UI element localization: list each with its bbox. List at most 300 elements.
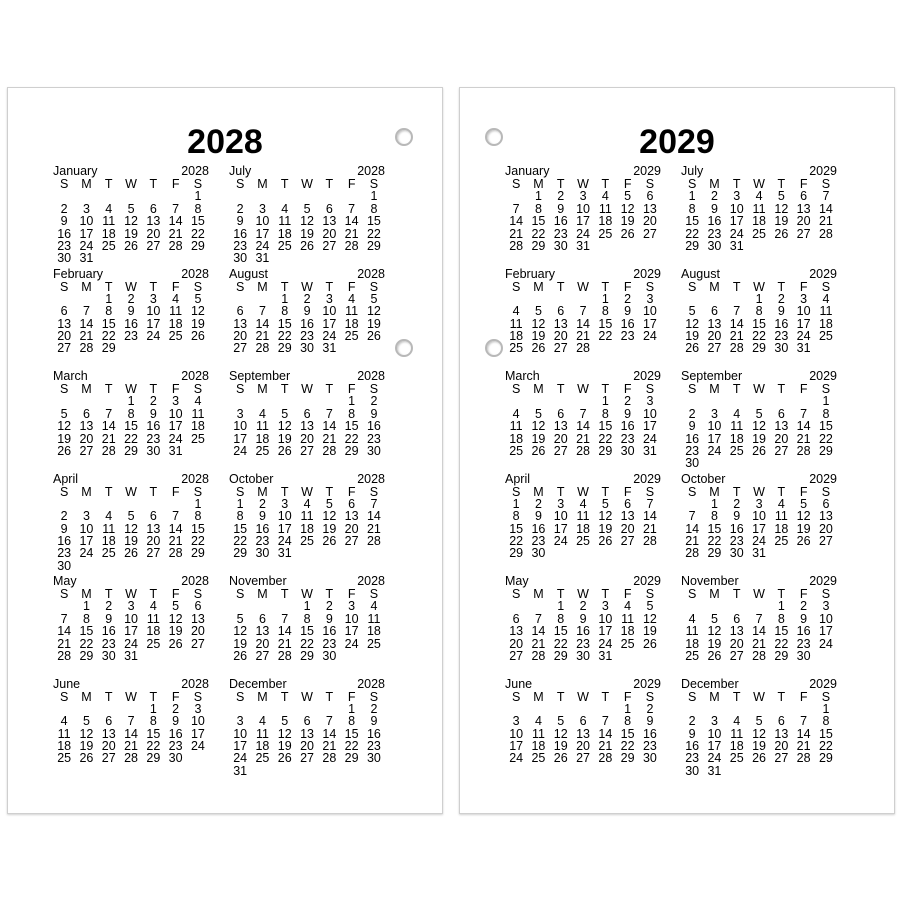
day-cell: 10 <box>168 406 183 421</box>
week-row <box>53 445 209 457</box>
day-cell <box>792 457 814 469</box>
day-cell: 15 <box>300 624 314 639</box>
day-cell: 14 <box>168 214 183 229</box>
day-cell: 3 <box>236 406 244 421</box>
day-cell: 13 <box>818 509 833 524</box>
day-cell: 27 <box>344 534 359 549</box>
month-name: May <box>505 574 529 588</box>
day-cell: 7 <box>105 406 113 421</box>
weekday-header-row <box>505 691 661 703</box>
day-cell: 8 <box>348 406 356 421</box>
weekday-label: W <box>753 177 765 191</box>
day-cell: 2 <box>127 291 135 306</box>
day-cell: 2 <box>688 406 696 421</box>
weekday-label: M <box>257 689 268 704</box>
day-cell: 27 <box>553 443 568 458</box>
day-cell: 10 <box>79 214 94 229</box>
day-cell: 27 <box>796 226 811 241</box>
day-cell: 17 <box>598 624 613 639</box>
week-row <box>681 190 837 202</box>
day-cell: 17 <box>796 316 811 331</box>
day-cell: 12 <box>752 726 766 741</box>
weekday-label: F <box>799 382 808 396</box>
weekday-label: S <box>645 382 655 396</box>
day-cell <box>164 650 186 662</box>
week-row <box>229 600 385 612</box>
day-cell: 28 <box>818 226 833 241</box>
day-cell: 3 <box>822 599 830 614</box>
day-cell: 30 <box>168 751 183 766</box>
day-cell: 6 <box>149 509 157 524</box>
day-cell: 19 <box>752 739 766 754</box>
day-cell: 5 <box>601 496 609 511</box>
day-cell <box>505 600 527 612</box>
week-row <box>229 765 385 777</box>
weekday-header-row <box>53 178 209 190</box>
day-cell: 15 <box>101 316 116 331</box>
day-cell: 15 <box>79 624 94 639</box>
month-year: 2029 <box>809 471 837 486</box>
day-cell: 18 <box>101 534 116 549</box>
weekday-label: F <box>171 279 180 294</box>
day-cell <box>505 395 527 407</box>
day-cell: 14 <box>531 624 546 639</box>
day-cell: 18 <box>598 214 613 229</box>
day-cell: 14 <box>277 624 292 639</box>
month-year: 2028 <box>357 266 385 281</box>
day-cell: 7 <box>646 496 654 511</box>
day-cell: 6 <box>777 714 785 729</box>
day-cell: 28 <box>642 534 657 549</box>
day-cell: 29 <box>553 648 568 663</box>
day-cell: 28 <box>752 648 766 663</box>
day-cell: 23 <box>685 751 700 766</box>
day-cell: 30 <box>146 443 161 458</box>
day-cell: 20 <box>101 739 116 754</box>
day-cell: 9 <box>370 406 378 421</box>
month-year: 2029 <box>633 471 661 486</box>
day-cell: 27 <box>774 751 789 766</box>
day-cell: 28 <box>598 751 613 766</box>
weekday-label: F <box>799 587 808 601</box>
day-cell: 28 <box>101 443 116 458</box>
month-year: 2029 <box>633 164 661 178</box>
month-name: March <box>53 369 88 383</box>
month-name: February <box>53 266 104 281</box>
day-cell: 30 <box>796 648 811 663</box>
day-cell: 3 <box>172 394 180 409</box>
weekday-label: T <box>732 689 741 704</box>
day-cell: 19 <box>553 739 568 754</box>
day-cell: 3 <box>194 701 202 716</box>
day-cell: 6 <box>646 189 654 204</box>
day-cell: 12 <box>531 419 546 434</box>
week-row <box>505 625 661 637</box>
weekday-label: S <box>59 382 69 396</box>
weekday-label: T <box>325 689 334 704</box>
month-block <box>681 575 837 678</box>
day-cell: 29 <box>818 443 833 458</box>
week-row <box>53 190 209 202</box>
day-cell: 24 <box>818 636 833 651</box>
day-cell: 2 <box>557 189 565 204</box>
day-cell: 9 <box>127 304 135 319</box>
day-cell: 28 <box>576 443 590 458</box>
day-cell: 13 <box>707 316 722 331</box>
day-cell: 26 <box>277 751 292 766</box>
month-block <box>681 473 837 576</box>
day-cell: 27 <box>101 751 116 766</box>
day-cell <box>274 252 296 264</box>
day-cell: 24 <box>642 431 657 446</box>
day-cell: 30 <box>729 546 744 561</box>
day-cell <box>572 395 594 407</box>
month-year: 2028 <box>181 266 209 281</box>
day-cell: 3 <box>348 599 356 614</box>
weekday-label: S <box>511 587 521 601</box>
day-cell: 5 <box>624 189 632 204</box>
day-cell: 26 <box>79 751 94 766</box>
day-cell: 11 <box>300 509 314 524</box>
weekday-label: S <box>821 689 831 704</box>
day-cell: 9 <box>624 304 632 319</box>
day-cell: 5 <box>777 189 785 204</box>
week-row <box>505 445 661 457</box>
day-cell: 20 <box>322 226 337 241</box>
day-cell: 31 <box>168 443 183 458</box>
day-cell <box>142 252 164 264</box>
day-cell: 4 <box>534 714 542 729</box>
day-cell: 10 <box>642 304 657 319</box>
day-cell: 5 <box>710 611 718 626</box>
binder-hole-icon <box>395 128 413 146</box>
day-cell: 6 <box>579 714 587 729</box>
day-cell: 13 <box>553 419 568 434</box>
day-cell: 16 <box>620 419 635 434</box>
day-cell: 9 <box>733 509 741 524</box>
day-cell: 14 <box>344 214 359 229</box>
week-row <box>505 715 661 727</box>
day-cell: 10 <box>707 726 722 741</box>
day-cell: 14 <box>322 419 337 434</box>
weekday-label: F <box>171 484 180 499</box>
day-cell: 17 <box>344 624 359 639</box>
weekday-label: S <box>511 177 521 191</box>
weekday-label: W <box>753 689 765 704</box>
day-cell: 17 <box>79 226 94 241</box>
day-cell: 6 <box>800 189 808 204</box>
week-row <box>681 420 837 432</box>
day-cell: 19 <box>796 521 811 536</box>
day-cell: 7 <box>325 406 333 421</box>
weekday-label: F <box>171 382 180 396</box>
month-block <box>505 165 661 268</box>
weekday-label: S <box>369 279 379 294</box>
day-cell: 25 <box>576 534 590 549</box>
day-cell: 3 <box>82 201 90 216</box>
weekday-label: M <box>81 587 92 601</box>
month-header <box>229 678 385 691</box>
week-row <box>53 752 209 764</box>
day-cell: 6 <box>258 611 266 626</box>
day-cell: 1 <box>822 394 830 409</box>
weekday-label: S <box>369 689 379 704</box>
weekday-label: M <box>709 484 720 499</box>
weekday-label: S <box>59 177 69 191</box>
day-cell: 22 <box>598 329 613 344</box>
day-cell <box>274 395 296 407</box>
month-name: July <box>681 164 704 178</box>
day-cell: 16 <box>366 419 381 434</box>
week-row <box>229 420 385 432</box>
day-cell: 15 <box>344 726 359 741</box>
day-cell: 3 <box>646 291 654 306</box>
weekday-label: M <box>709 177 720 191</box>
day-cell: 18 <box>509 431 524 446</box>
day-cell: 17 <box>190 726 205 741</box>
month-header <box>53 678 209 691</box>
day-cell: 20 <box>553 431 568 446</box>
day-cell: 24 <box>729 226 744 241</box>
day-cell: 17 <box>277 521 292 536</box>
day-cell: 14 <box>57 624 72 639</box>
weekday-label: W <box>753 279 765 294</box>
day-cell: 17 <box>146 316 161 331</box>
day-cell: 21 <box>322 739 337 754</box>
day-cell: 3 <box>710 406 718 421</box>
weekday-header-row <box>53 691 209 703</box>
day-cell <box>616 240 638 252</box>
day-cell: 8 <box>149 714 157 729</box>
day-cell: 14 <box>168 521 183 536</box>
weekday-label: T <box>732 484 741 499</box>
day-cell: 1 <box>601 394 609 409</box>
day-cell: 30 <box>233 251 248 266</box>
weekday-label: T <box>280 382 289 396</box>
weekday-label: S <box>645 484 655 499</box>
week-row <box>681 600 837 612</box>
month-header <box>53 268 209 281</box>
week-row <box>505 395 661 407</box>
weekday-label: T <box>601 484 610 499</box>
day-cell: 29 <box>233 546 248 561</box>
day-cell: 16 <box>101 624 116 639</box>
day-cell: 31 <box>598 648 613 663</box>
month-name: October <box>229 471 274 486</box>
day-cell: 4 <box>777 496 785 511</box>
month-year: 2028 <box>181 164 209 178</box>
day-cell: 24 <box>255 238 270 253</box>
day-cell: 20 <box>729 636 744 651</box>
day-cell: 26 <box>685 341 700 356</box>
day-cell: 28 <box>168 238 183 253</box>
day-cell: 14 <box>101 419 116 434</box>
day-cell: 23 <box>729 534 744 549</box>
year-title: 2029 <box>639 123 715 161</box>
week-row <box>505 305 661 317</box>
day-cell: 13 <box>101 726 116 741</box>
day-cell: 20 <box>642 214 657 229</box>
day-cell: 9 <box>236 214 244 229</box>
day-cell: 4 <box>601 189 609 204</box>
day-cell: 5 <box>370 291 378 306</box>
day-cell: 29 <box>79 648 94 663</box>
day-cell <box>748 240 770 252</box>
day-cell: 24 <box>707 751 722 766</box>
day-cell <box>770 240 792 252</box>
day-cell: 29 <box>620 751 635 766</box>
day-cell: 25 <box>729 443 744 458</box>
day-cell: 1 <box>105 291 113 306</box>
day-cell: 15 <box>752 316 766 331</box>
month-year: 2029 <box>809 369 837 383</box>
day-cell: 10 <box>233 726 248 741</box>
day-cell: 3 <box>557 496 565 511</box>
day-cell: 16 <box>774 316 789 331</box>
day-cell: 10 <box>79 521 94 536</box>
weekday-label: F <box>347 689 356 704</box>
weekday-label: T <box>556 382 565 396</box>
day-cell: 8 <box>82 611 90 626</box>
month-name: November <box>681 574 739 588</box>
day-cell: 23 <box>124 329 138 344</box>
day-cell: 3 <box>258 201 266 216</box>
day-cell: 3 <box>82 509 90 524</box>
day-cell <box>98 190 120 202</box>
day-cell: 30 <box>57 251 72 266</box>
day-cell: 8 <box>194 201 202 216</box>
week-row <box>229 252 385 264</box>
day-cell: 9 <box>534 509 542 524</box>
day-cell: 6 <box>557 406 565 421</box>
weekday-label: W <box>753 484 765 499</box>
day-cell: 4 <box>105 201 113 216</box>
day-cell: 16 <box>146 419 161 434</box>
month-block <box>681 678 837 781</box>
day-cell: 15 <box>774 624 789 639</box>
weekday-label: W <box>577 587 589 601</box>
month-name: December <box>229 676 287 691</box>
weekday-label: T <box>104 689 113 704</box>
weekday-label: T <box>777 382 786 396</box>
weekday-label: T <box>732 382 741 396</box>
day-cell: 14 <box>598 726 613 741</box>
day-cell: 5 <box>60 406 68 421</box>
weekday-label: T <box>325 484 334 499</box>
day-cell: 13 <box>620 509 635 524</box>
day-cell: 2 <box>710 189 718 204</box>
day-cell: 11 <box>598 201 612 216</box>
day-cell: 28 <box>322 443 337 458</box>
day-cell <box>639 650 661 662</box>
day-cell <box>142 190 164 202</box>
day-cell: 9 <box>149 406 157 421</box>
weekday-label: T <box>280 587 289 601</box>
day-cell: 5 <box>194 291 202 306</box>
day-cell <box>187 252 209 264</box>
day-cell: 16 <box>322 624 337 639</box>
day-cell: 5 <box>688 304 696 319</box>
day-cell: 11 <box>576 509 590 524</box>
day-cell: 29 <box>101 341 116 356</box>
weekday-label: F <box>799 689 808 704</box>
day-cell: 10 <box>796 304 811 319</box>
day-cell <box>815 547 837 559</box>
day-cell <box>792 395 814 407</box>
day-cell: 26 <box>796 534 811 549</box>
month-name: September <box>229 369 291 383</box>
day-cell: 20 <box>796 214 811 229</box>
day-cell: 13 <box>300 726 314 741</box>
day-cell: 5 <box>646 599 654 614</box>
weekday-label: F <box>623 382 632 396</box>
day-cell: 10 <box>642 406 657 421</box>
day-cell: 1 <box>82 599 90 614</box>
day-cell: 18 <box>366 624 381 639</box>
day-cell: 13 <box>322 214 337 229</box>
weekday-label: S <box>821 382 831 396</box>
day-cell <box>318 190 340 202</box>
day-cell: 26 <box>707 648 722 663</box>
day-cell: 19 <box>277 431 292 446</box>
weekday-label: F <box>799 484 808 499</box>
week-row <box>53 625 209 637</box>
day-cell: 16 <box>553 214 568 229</box>
day-cell: 13 <box>233 316 248 331</box>
day-cell: 14 <box>752 624 766 639</box>
weekday-label: T <box>280 177 289 191</box>
day-cell: 9 <box>60 214 68 229</box>
day-cell: 21 <box>168 534 183 549</box>
month-header <box>229 268 385 281</box>
day-cell: 4 <box>348 291 356 306</box>
day-cell: 4 <box>822 291 830 306</box>
weekday-label: T <box>732 177 741 191</box>
month-block <box>505 575 661 678</box>
day-cell: 29 <box>190 546 205 561</box>
day-cell <box>639 342 661 354</box>
weekday-label: T <box>149 382 158 396</box>
day-cell: 24 <box>642 329 657 344</box>
weekday-label: T <box>777 484 786 499</box>
day-cell: 21 <box>509 226 524 241</box>
day-cell: 14 <box>576 316 590 331</box>
day-cell: 29 <box>774 648 789 663</box>
month-year: 2029 <box>633 266 661 281</box>
day-cell: 23 <box>576 636 590 651</box>
month-header <box>53 473 209 486</box>
weekday-label: F <box>347 587 356 601</box>
day-cell: 30 <box>685 456 700 471</box>
day-cell <box>770 765 792 777</box>
day-cell: 10 <box>752 509 766 524</box>
day-cell: 21 <box>642 521 657 536</box>
day-cell: 23 <box>255 534 270 549</box>
day-cell: 15 <box>190 521 205 536</box>
day-cell: 7 <box>172 201 180 216</box>
day-cell: 24 <box>168 431 183 446</box>
day-cell: 8 <box>688 201 696 216</box>
weekday-label: S <box>821 279 831 294</box>
weekday-label: M <box>709 689 720 704</box>
weekday-label: T <box>280 484 289 499</box>
day-cell: 24 <box>752 534 766 549</box>
binder-hole-icon <box>395 339 413 357</box>
day-cell: 10 <box>344 611 359 626</box>
day-cell: 26 <box>124 238 138 253</box>
weekday-label: S <box>235 587 245 601</box>
day-cell: 5 <box>127 509 135 524</box>
